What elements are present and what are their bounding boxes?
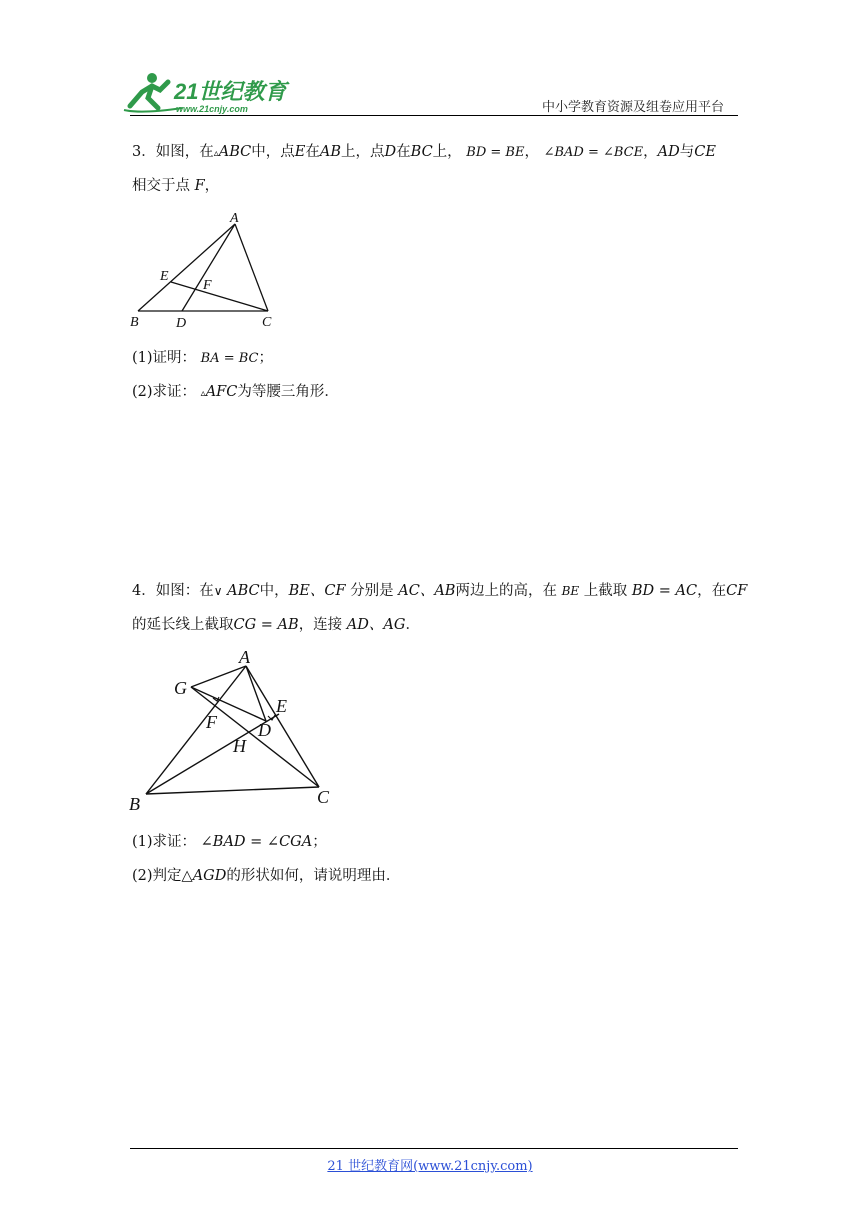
- segment-ba: [138, 224, 235, 311]
- segment-bc: [146, 787, 319, 794]
- footer: [0, 1155, 860, 1174]
- q4-figure: [128, 644, 342, 816]
- q4-label-c: C: [317, 787, 330, 807]
- q3-label-a: A: [230, 211, 239, 226]
- q3-eq-bd-be: BD = BE: [466, 145, 525, 160]
- q4-stem-line1: 4．如图：在∨ ABC中，BE、CF 分别是 AC、AB两边上的高，在 BE 上截取 BD = AC，在CF: [132, 583, 748, 599]
- q4-label-h: H: [233, 736, 246, 756]
- q4-part1: (1)求证： ∠BAD = ∠CGA；: [132, 834, 327, 850]
- triangle-icon: ▵: [213, 148, 219, 159]
- q3-label-e: E: [160, 269, 169, 284]
- logo-url-text: www.21cnjy.com: [176, 104, 248, 114]
- footer-rule: [130, 1148, 738, 1149]
- q4-label-g: G: [174, 678, 187, 698]
- q4-label-b: B: [129, 794, 140, 814]
- q4-label-e: E: [276, 696, 287, 716]
- q4-eq-cg-ab: CG = AB: [233, 617, 299, 633]
- q3-stem-line1: 3．如图，在▵ABC中，点E在AB上，点D在BC上， BD = BE， ∠BAD = ∠BCE，AD与CE: [132, 144, 716, 160]
- q3-label-b: B: [130, 315, 139, 330]
- segment-cg: [191, 687, 319, 787]
- site-logo: [122, 68, 292, 116]
- header-rule: [130, 115, 738, 116]
- footer-link[interactable]: 21 世纪教育网(www.21cnjy.com): [327, 1159, 533, 1174]
- q3-label-f: F: [203, 278, 212, 293]
- q3-part2: (2)求证： ▵AFC为等腰三角形．: [132, 384, 339, 400]
- q4-label-f: F: [206, 712, 217, 732]
- triangle-icon: ∨: [213, 584, 223, 598]
- triangle-icon: ▵: [200, 388, 206, 399]
- segment-ad: [182, 224, 235, 311]
- q3-part1: (1)证明： BA = BC；: [132, 350, 273, 366]
- logo-main-text: 21世纪教育: [174, 79, 287, 104]
- q4-label-a: A: [239, 647, 250, 667]
- q4-label-d: D: [258, 720, 271, 740]
- q4-eq-bd-ac: BD = AC: [631, 583, 698, 599]
- segment-ce: [171, 282, 268, 311]
- q3-eq-angles: ∠BAD = ∠BCE: [543, 145, 644, 160]
- q3-figure: [128, 208, 288, 332]
- q3-stem-line2: 相交于点 F，: [132, 178, 220, 194]
- q3-label-c: C: [262, 315, 272, 330]
- q3-label-d: D: [176, 316, 187, 331]
- platform-title: 中小学教育资源及组卷应用平台: [541, 99, 724, 114]
- q4-stem-line2: 的延长线上截取CG = AB，连接 AD、AG．: [132, 617, 420, 633]
- segment-ac: [235, 224, 268, 311]
- q4-part2: (2)判定△AGD的形状如何，请说明理由．: [132, 868, 401, 884]
